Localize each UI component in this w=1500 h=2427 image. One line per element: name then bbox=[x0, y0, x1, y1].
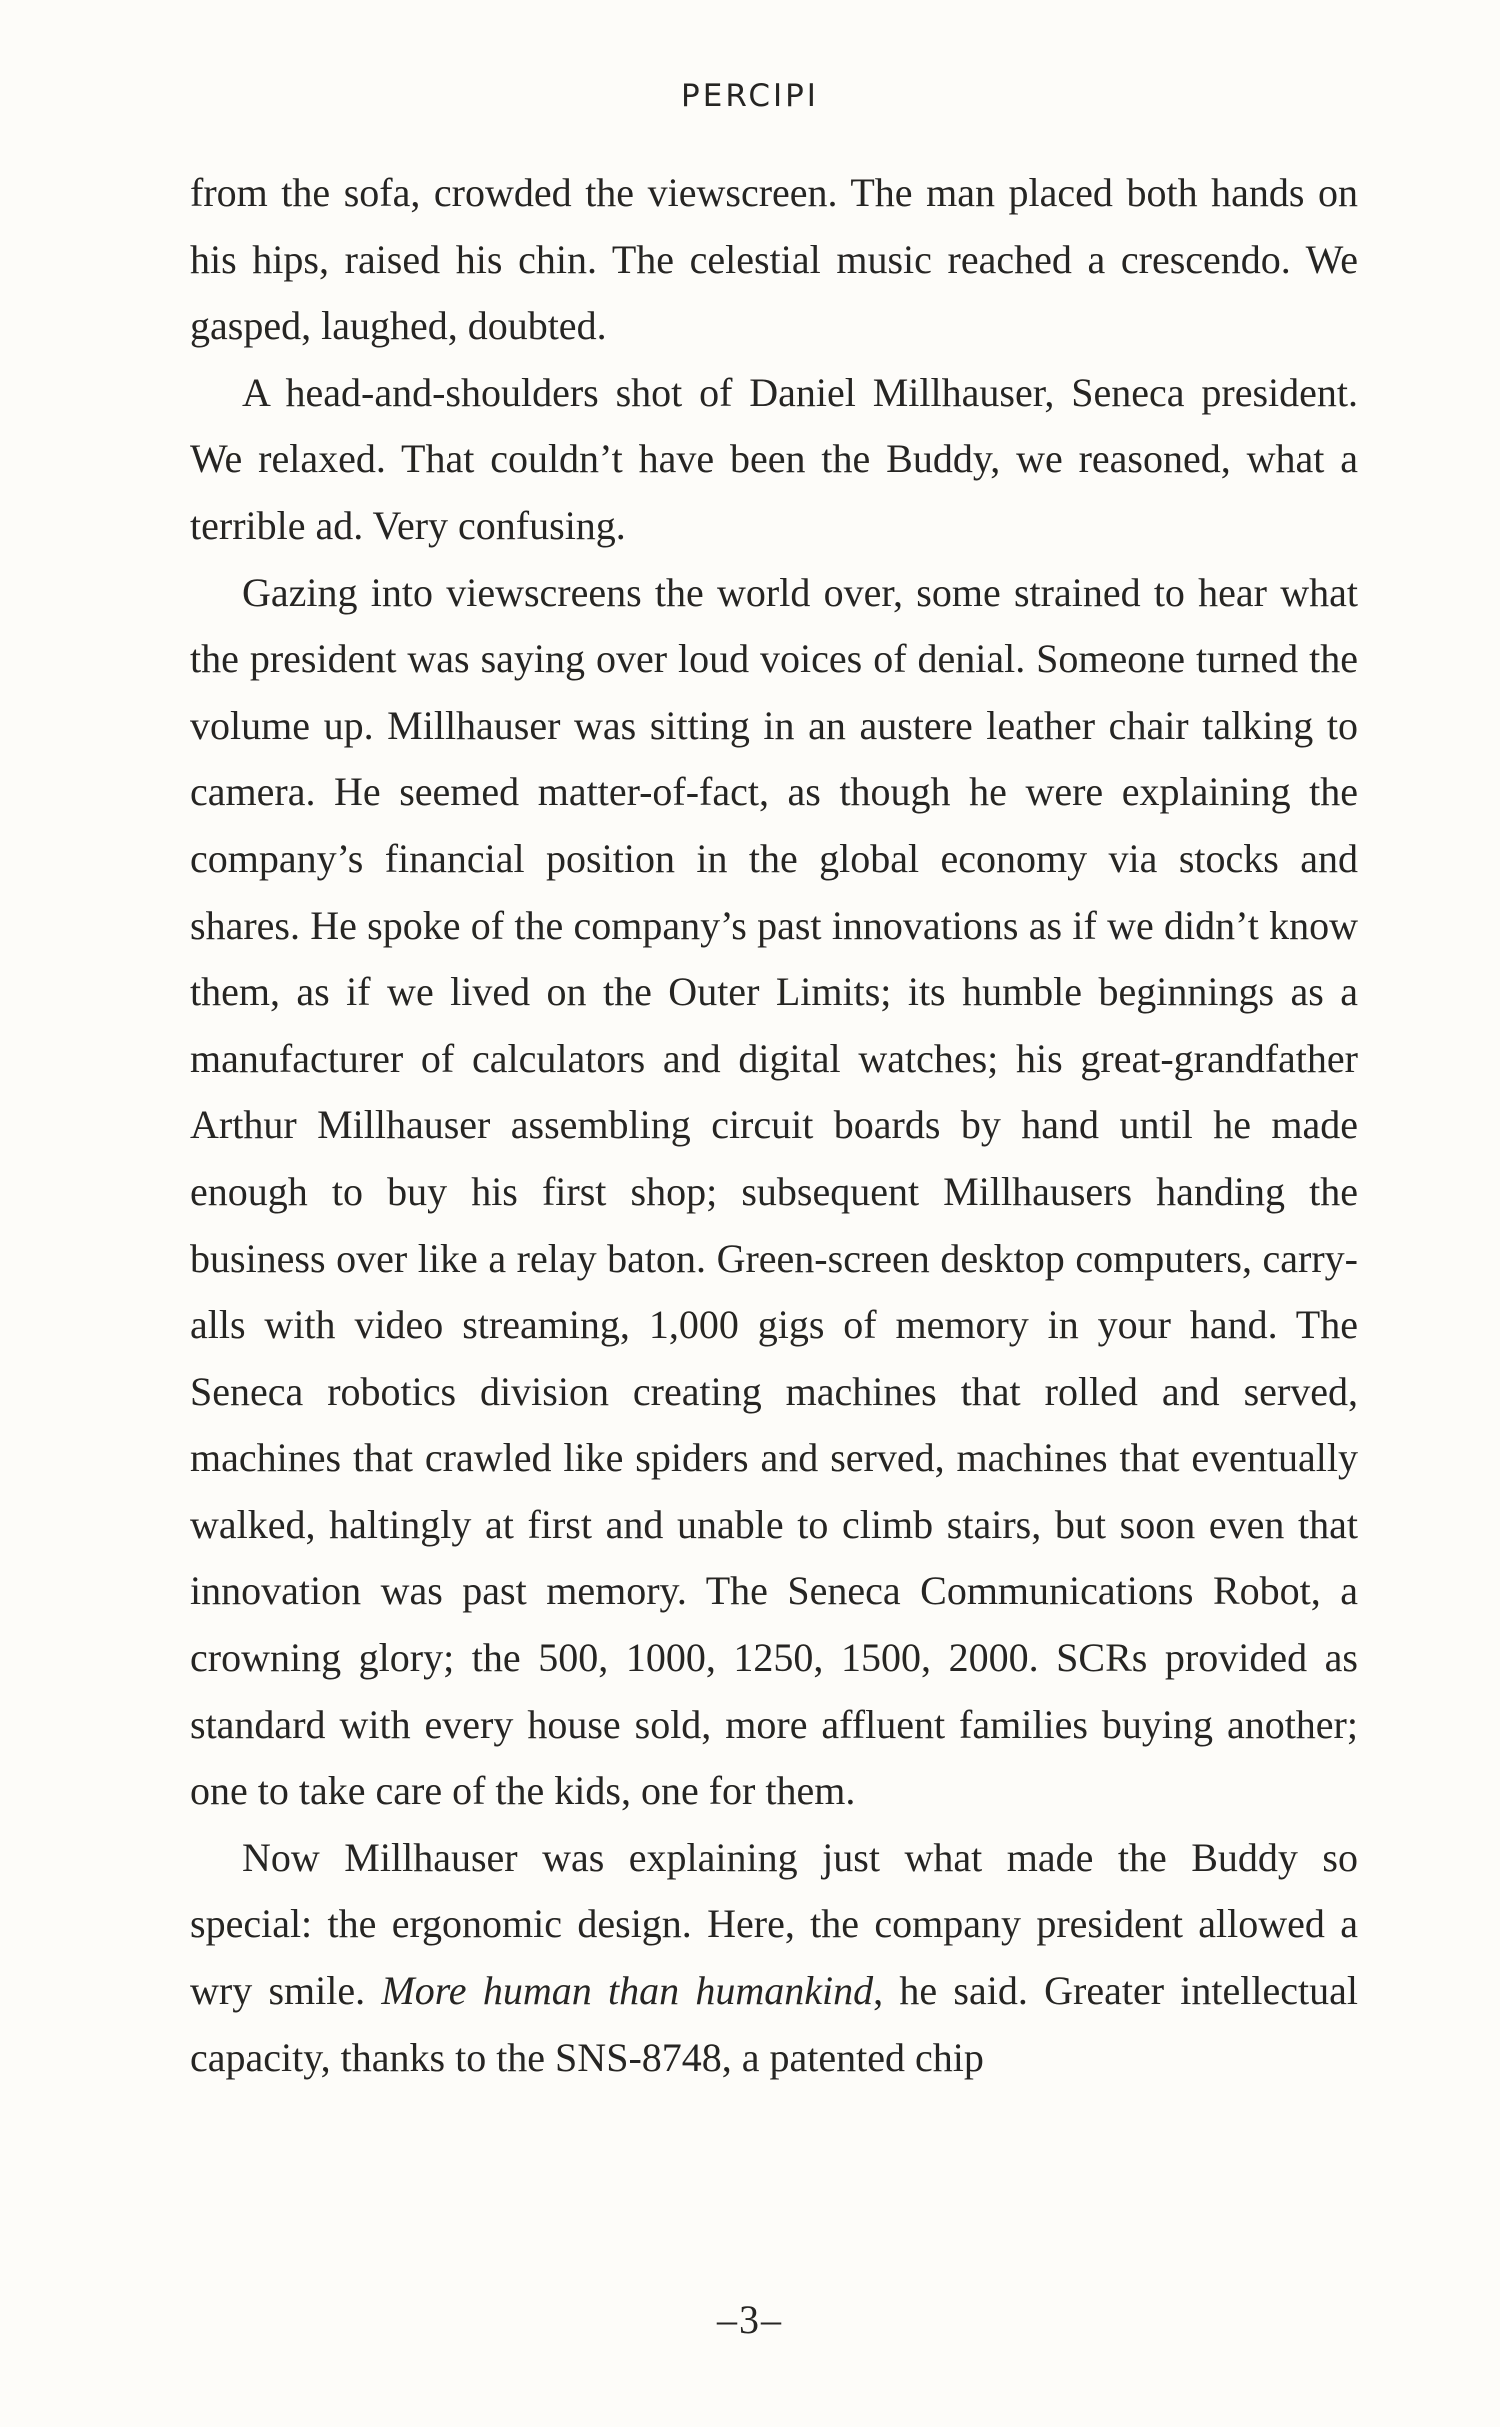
paragraph-2: A head-and-shoulders shot of Daniel Millhauser, Seneca president. We relaxed. That couldn’t have been the Buddy, we reasoned, what a terrible ad. Very confusing. bbox=[190, 369, 1358, 548]
paragraph-4-italic-phrase: More human than humankind bbox=[381, 1968, 874, 2014]
running-head: PERCIPI bbox=[681, 78, 819, 114]
paragraph-1: from the sofa, crowded the viewscreen. The man placed both hands on his hips, raised his chin. The celestial music reached a crescendo. We gasped, laughed, doubted. bbox=[190, 170, 1358, 349]
body-text bbox=[190, 160, 1358, 2091]
paragraph-4-lead: Now Millhauser was explaining just what made the Buddy so special: the ergonomic design. Here, the company president allowed a wry smile. bbox=[190, 1834, 1358, 2014]
paragraph-4 bbox=[190, 1825, 1358, 2091]
paragraph-3: Gazing into viewscreens the world over, some strained to hear what the president was saying over loud voices of denial. Someone turned the volume up. Millhauser was sitting in an austere leather chair talking to camera. He seemed matter-of-fact, as though he were explaining the company’s financial position in the global economy via stocks and shares. He spoke of the company’s past innovations as if we didn’t know them, as if we lived on the Outer Limits; its humble beginnings as a manufacturer of calculators and digital watches; his great-grandfather Arthur Millhauser assembling circuit boards by hand until he made enough to buy his first shop; subsequent Millhausers handing the business over like a relay baton. Green-screen desktop computers, carry-alls with video streaming, 1,000 gigs of memory in your hand. The Seneca robotics division creating machines that rolled and served, machines that crawled like spiders and served, machines that eventually walked, haltingly at first and unable to climb stairs, but soon even that innovation was past memory. The Seneca Communications Robot, a crowning glory; the 500, 1000, 1250, 1500, 2000. SCRs provided as standard with every house sold, more affluent families buying another; one to take care of the kids, one for them. bbox=[190, 569, 1358, 1814]
paragraph-4-tail: , he said. Greater intellectual capacity, thanks to the SNS-8748, a patented chip bbox=[190, 1968, 1358, 2080]
page-number: –3– bbox=[717, 2297, 783, 2342]
